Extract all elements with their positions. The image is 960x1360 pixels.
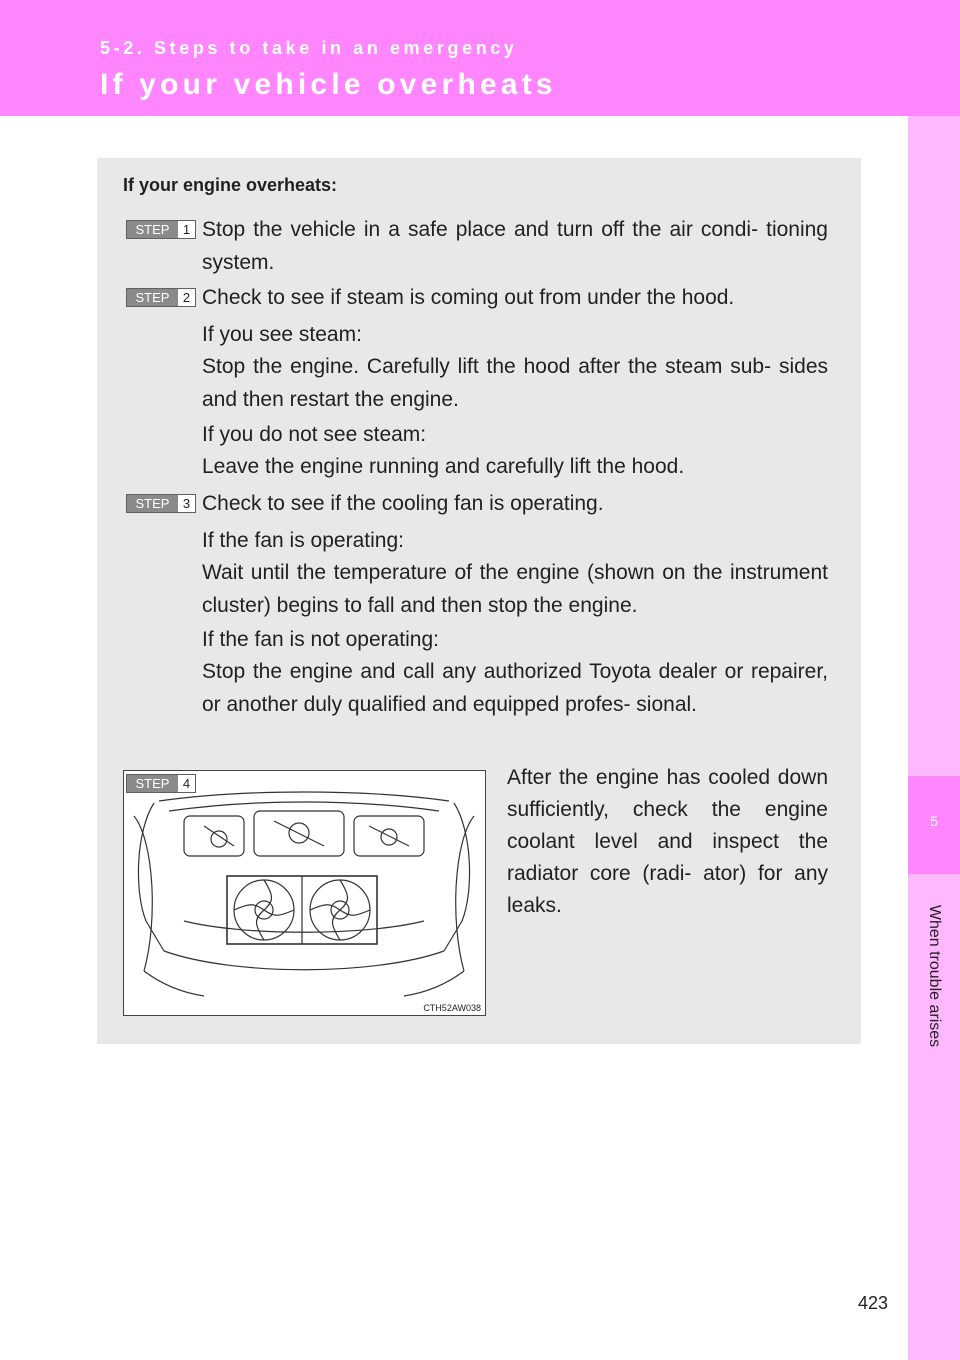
crossmember-line — [184, 921, 424, 932]
step-3-case-2-condition: If the fan is not operating: — [202, 628, 439, 651]
step-3-case-2-action: Stop the engine and call any authorized Toyota dealer or repairer, or another duly qualified and equipped profes- sional. — [202, 660, 828, 716]
step-3-case-1-condition: If the fan is operating: — [202, 529, 404, 552]
bumper-line — [164, 951, 444, 970]
step-number: 3 — [182, 496, 191, 511]
step-word: STEP — [127, 495, 178, 512]
page-number: 423 — [858, 1293, 889, 1313]
hood-inner-edge — [169, 802, 439, 811]
step-word: STEP — [127, 775, 178, 792]
step-2-text: Check to see if steam is coming out from under the hood. — [202, 286, 735, 309]
engine-bay-illustration — [123, 770, 486, 1016]
right-lower-line — [404, 971, 464, 996]
step-4-text: After the engine has cooled down sufficiently, check the engine coolant level and inspect the radiator core (radi- ator) for any leaks. — [507, 766, 828, 917]
engine-cap-left — [211, 831, 227, 847]
page-title: If your vehicle overheats — [100, 68, 557, 101]
step-number: 1 — [182, 222, 191, 237]
hood-edge — [159, 792, 449, 801]
engine-cap-right — [381, 829, 397, 845]
step-1-text: Stop the vehicle in a safe place and turn off the air condi- tioning system. — [202, 218, 828, 274]
step-word: STEP — [127, 289, 178, 306]
engine-bay-drawing — [124, 771, 485, 1015]
step-badge-3 — [126, 494, 196, 513]
step-number: 4 — [182, 776, 191, 791]
engine-block-left — [184, 816, 244, 856]
step-3-text: Check to see if the cooling fan is operating. — [202, 492, 604, 515]
step-number: 2 — [182, 290, 191, 305]
figure-code: CTH52AW038 — [423, 1003, 481, 1013]
step-2-case-2-condition: If you do not see steam: — [202, 423, 427, 446]
engine-hoses — [204, 821, 409, 846]
step-badge-1 — [126, 220, 196, 239]
step-badge-2 — [126, 288, 196, 307]
left-headlight-outline — [134, 816, 152, 971]
step-2-case-1-condition: If you see steam: — [202, 323, 362, 346]
section-label: 5-2. Steps to take in an emergency — [100, 38, 518, 58]
left-lower-line — [144, 971, 204, 996]
chapter-number: 5 — [930, 813, 938, 829]
step-word: STEP — [127, 221, 178, 238]
step-badge-4 — [126, 774, 196, 793]
chapter-title-text: When trouble arises — [926, 904, 943, 1048]
step-2-case-2-action: Leave the engine running and carefully lift the hood. — [202, 455, 685, 478]
step-3-case-1-action: Wait until the temperature of the engine (shown on the instrument cluster) begins to fall and then stop the engine. — [202, 561, 828, 617]
right-headlight-outline — [456, 816, 474, 971]
header-band — [0, 0, 960, 116]
step-2-case-1-action: Stop the engine. Carefully lift the hood after the steam sub- sides and then restart the engine. — [202, 355, 828, 411]
chapter-side-tab — [908, 116, 960, 1360]
box-heading: If your engine overheats: — [123, 175, 338, 195]
